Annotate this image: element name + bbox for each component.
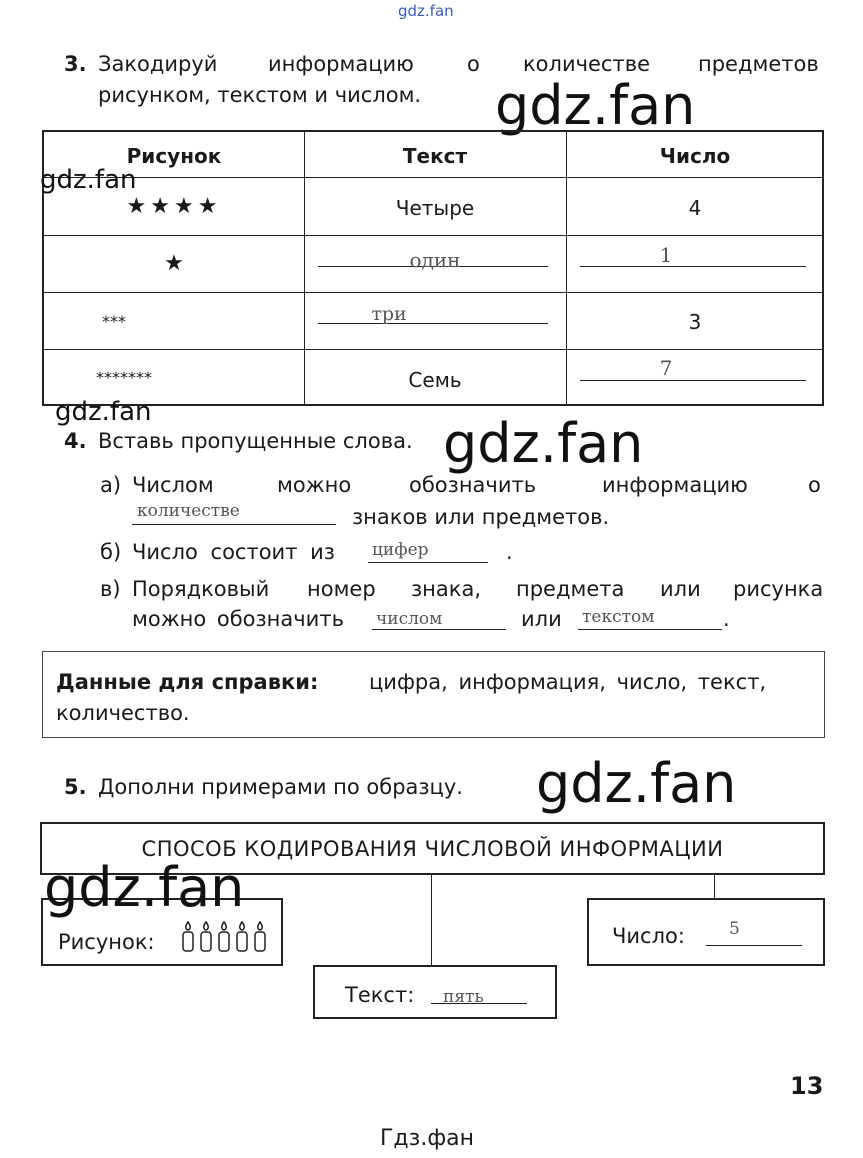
task4-c-word: рисунка [733, 577, 824, 601]
row3-picture: *** [102, 312, 126, 331]
row4-text: Семь [408, 368, 462, 392]
watermark: gdz.fan [495, 74, 696, 137]
number-label: Число: [612, 924, 685, 948]
text-fill: пять [443, 987, 484, 1007]
task3-table [42, 130, 824, 406]
task5-number: 5. [64, 775, 87, 799]
row1-number: 4 [688, 196, 702, 220]
watermark: gdz.fan [44, 856, 245, 919]
row1-text: Четыре [395, 196, 475, 220]
task4-a-word: информацию [602, 473, 748, 497]
watermark: gdz.fan [55, 397, 152, 427]
task3-word: предметов [698, 52, 819, 76]
header-text: Текст [402, 144, 468, 168]
task4-c-word: знака, [411, 577, 481, 601]
task4-a-word: обозначить [409, 473, 537, 497]
task4-b-text: Число состоит из [132, 540, 335, 564]
number-box [587, 898, 825, 966]
task4-a-label: а) [100, 473, 122, 497]
task3-word: количестве [523, 52, 651, 76]
number-fill: 5 [729, 919, 740, 939]
text-box [313, 965, 557, 1019]
reference-line1: цифра, информация, число, текст, [369, 670, 767, 694]
text-label: Текст: [345, 983, 415, 1007]
header-picture: Рисунок [126, 144, 222, 168]
task3-word: о [467, 52, 480, 76]
task4-c-fill2: текстом [582, 607, 655, 627]
watermark: gdz.fan [536, 752, 737, 815]
task4-c-word: Порядковый [132, 577, 270, 601]
task4-number: 4. [64, 429, 87, 453]
task4-b-tail: . [506, 540, 513, 564]
task3-number: 3. [64, 52, 87, 76]
picture-label: Рисунок: [58, 930, 155, 954]
task5-title: Дополни примерами по образцу. [98, 775, 463, 799]
row4-number-handwritten: 7 [659, 356, 673, 380]
row2-number-handwritten: 1 [659, 243, 673, 267]
reference-bold: Данные для справки: [56, 670, 319, 694]
row4-picture: ******* [96, 368, 152, 387]
candles-icon [180, 920, 270, 954]
task3-word: информацию [268, 52, 414, 76]
watermark: gdz.fan [40, 165, 137, 195]
task4-c-mid: или [521, 607, 562, 631]
task4-c-label: в) [100, 577, 121, 601]
task3-line2: рисунком, текстом и числом. [98, 83, 422, 107]
task4-a-word: можно [277, 473, 352, 497]
watermark: gdz.fan [443, 412, 644, 475]
top-watermark: gdz.fan [398, 2, 454, 20]
reference-line2: количество. [56, 701, 190, 725]
row2-picture: ★ [164, 251, 184, 276]
footer-watermark: Гдз.фан [380, 1126, 474, 1151]
task4-b-label: б) [100, 540, 122, 564]
task4-a-tail: знаков или предметов. [352, 505, 610, 529]
reference-box [42, 651, 825, 738]
task4-c-word: предмета [516, 577, 625, 601]
header-number: Число [659, 144, 731, 168]
task4-c-word: или [660, 577, 701, 601]
task4-b-fill: цифер [372, 540, 429, 560]
row3-number: 3 [688, 310, 702, 334]
task4-title: Вставь пропущенные слова. [98, 429, 413, 453]
page-number: 13 [790, 1072, 824, 1100]
row2-text-handwritten: один [409, 248, 461, 272]
task4-a-word: Числом [132, 473, 214, 497]
task4-a-word: о [808, 473, 821, 497]
task4-a-fill: количестве [137, 501, 240, 521]
task4-c-word: номер [307, 577, 376, 601]
row1-picture: ★★★★ [126, 194, 222, 219]
row3-text-handwritten: три [371, 303, 407, 325]
task3-word: Закодируй [98, 52, 218, 76]
task4-c-line2-start: можно обозначить [132, 607, 344, 631]
task4-c-tail: . [723, 607, 730, 631]
task4-c-fill1: числом [376, 609, 443, 629]
scheme-title: СПОСОБ КОДИРОВАНИЯ ЧИСЛОВОЙ ИНФОРМАЦИИ [141, 837, 724, 861]
